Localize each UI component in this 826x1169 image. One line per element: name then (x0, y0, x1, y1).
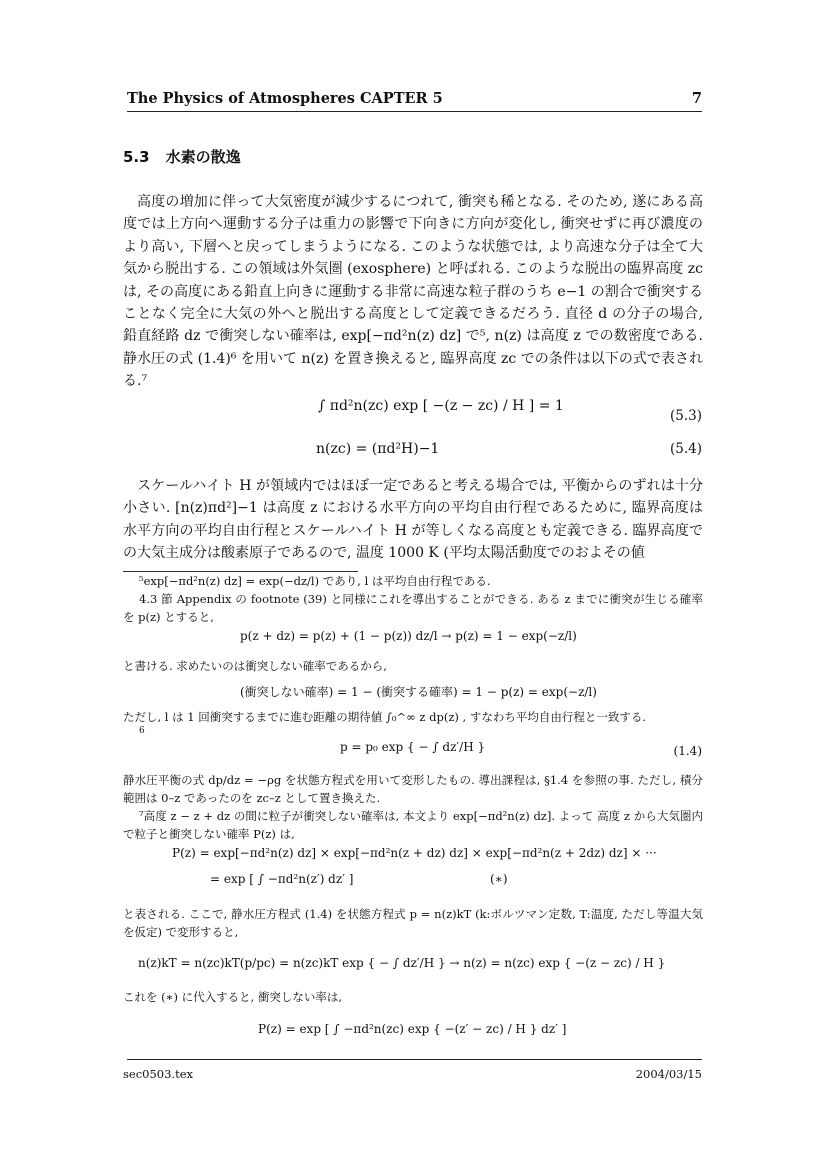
footnote-eq-P3: P(z) = exp [ ∫ −πd²n(zc) exp { −(z′ − zc) / H } dz′ ] (258, 1022, 567, 1036)
section-heading (123, 146, 241, 167)
footer-rule (127, 1059, 702, 1060)
page-number: 7 (691, 90, 702, 107)
equation-5-3-text: ∫ πd²n(zc) exp [ −(z − zc) / H ] = 1 (318, 398, 564, 414)
paragraph-2-text: スケールハイト H が領域内ではほぼ一定であると考える場合では, 平衡からのずれは十分小さい. [n(z)πd²]−1 は高度 z における水平方向の平均自由行程であるために, 臨界高度は水平方向の平均自由行程とスケールハイト H が等しくなる高度とも定義できる. 臨界高度での大気主成分は酸素原子であるので, 温度 1000 K (平均太陽活動度でのおよその値 (123, 478, 703, 562)
footnote-7-text: ⁷高度 z − z + dz の間に粒子が衝突しない確率は, 本文より exp[−πd²n(z) dz]. よって 高度 z から大気圏内で粒子と衝突しない確率 P(z) は, (123, 809, 703, 841)
footnote-eq-n: n(z)kT = n(zc)kT(p/pc) = n(zc)kT exp { − ∫ dz′/H } → n(z) = n(zc) exp { −(z − zc) / H } (138, 956, 666, 970)
equation-5-3-number: (5.3) (669, 408, 702, 424)
footnote-6-marker: 6 (139, 726, 145, 736)
equation-5-4: n(zc) = (πd²H)−1 (316, 441, 440, 457)
equation-5-4-number: (5.4) (669, 441, 702, 457)
footer-date: 2004/03/15 (635, 1067, 702, 1081)
footnote-7c-text: これを (∗) に代入すると, 衝突しない率は, (123, 990, 343, 1004)
footnote-b (123, 657, 703, 675)
footnote-7b-text: と表される. ここで, 静水圧方程式 (1.4) を状態方程式 p = n(z)kT (k:ボルツマン定数, T:温度, ただし等温大気を仮定) で変形すると, (123, 907, 703, 939)
footnote-eq-a: p(z + dz) = p(z) + (1 − p(z)) dz/l → p(z) = 1 − exp(−z/l) (240, 629, 577, 643)
footnote-b-text: と書ける. 求めたいのは衝突しない確率であるから, (123, 659, 387, 673)
header-rule (127, 111, 702, 112)
footnote-c-text: ただし, l は 1 回衝突するまでに進む距離の期待値 ∫₀^∞ z dp(z) , すなわち平均自由行程と一致する. (123, 710, 646, 724)
footnote-eq-P1: P(z) = exp[−πd²n(z) dz] × exp[−πd²n(z + dz) dz] × exp[−πd²n(z + 2dz) dz] × ··· (172, 846, 657, 860)
footnote-eq-P2-tag: (∗) (490, 872, 508, 886)
footnote-6-mark (123, 722, 703, 740)
section-title: 水素の散逸 (165, 148, 241, 166)
paragraph-1 (123, 191, 703, 393)
footnote-5: ⁵exp[−πd²n(z) dz] = exp(−dz/l) であり, l は平均自由行程である. (139, 574, 491, 588)
footnote-6-text: 静水圧平衡の式 dp/dz = −ρg を状態方程式を用いて変形したもの. 導出課程は, §1.4 を参照の事. ただし, 積分範囲は 0–z であったのを zc–z として置き換えた. (123, 773, 703, 805)
footer-filename: sec0503.tex (123, 1067, 193, 1081)
running-header (127, 90, 702, 110)
equation-1-4: p = p₀ exp { − ∫ dz′/H } (340, 740, 486, 754)
paragraph-2 (123, 475, 703, 565)
equation-5-3 (318, 398, 564, 414)
footnote-eq-b: (衝突しない確率) = 1 − (衝突する確率) = 1 − p(z) = exp(−z/l) (240, 685, 597, 699)
footnote-eq-P2: = exp [ ∫ −πd²n(z′) dz′ ] (210, 872, 354, 886)
paragraph-1-text: 高度の増加に伴って大気密度が減少するにつれて, 衝突も稀となる. そのため, 遂にある高度では上方向へ運動する分子は重力の影響で下向きに方向が変化し, 衝突せずに再び濃度のより高い, 下層へと戻ってしまうようになる. このような状態では, より高速な分子は全て大気から脱出する. この領域は外気圏 (exosphere) と呼ばれる. このような脱出の臨界高度 zc は, その高度にある鉛直上向きに運動する非常に高速な粒子群のうち e−1 の割合で衝突することなく完全に大気の外へと脱出する高度として定義できるだろう. 直径 d の分子の場合, 鉛直経路 dz で衝突しない確率は, exp[−πd²n(z) dz] で⁵, n(z) は高度 z での数密度である. 静水圧の式 (1.4)⁶ を用いて n(z) を置き換えると, 臨界高度 zc での条件は以下の式で表される.⁷ (123, 194, 703, 390)
section-number: 5.3 (123, 148, 150, 166)
footnote-6 (123, 771, 703, 843)
footnote-6-intro: 4.3 節 Appendix の footnote (39) と同様にこれを導出することができる. ある z までに衝突が生じる確率を p(z) とすると, (123, 592, 703, 624)
header-title: The Physics of Atmospheres CAPTER 5 (127, 90, 443, 107)
footnote-7c (123, 988, 703, 1006)
equation-1-4-number: (1.4) (673, 744, 702, 758)
footnote-7b (123, 905, 703, 941)
footnotes (123, 572, 703, 626)
